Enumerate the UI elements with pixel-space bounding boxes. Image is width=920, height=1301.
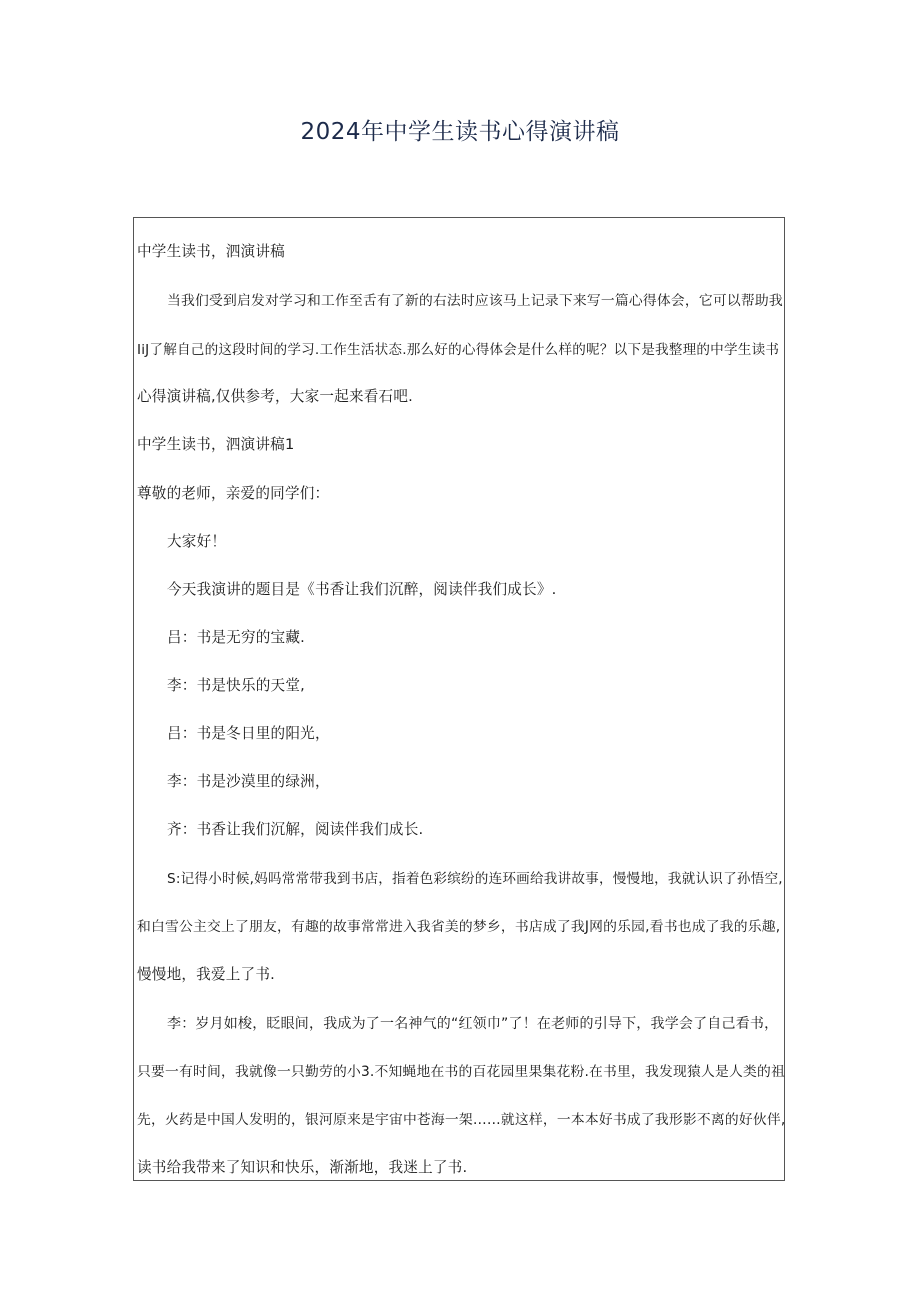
text-line: 中学生读书，泗演讲稿 [137,243,285,260]
text-line: 李：书是快乐的天堂, [167,677,305,694]
text-line: 只要一有时间，我就像一只勤劳的小3.不知蝇地在书的百花园里果集花粉.在书里，我发现猿人是人类的祖 [137,1064,786,1080]
text-line: 慢慢地，我爱上了书. [137,966,275,983]
text-line: 吕：书是无穷的宝藏. [167,629,305,646]
text-line: 尊敬的老师，亲爱的同学们： [137,485,330,502]
text-line: 今天我演讲的题目是《书香让我们沉醉，阅读伴我们成长》. [167,581,557,598]
text-line: 吕：书是冬日里的阳光， [167,725,330,742]
text-line: 李：岁月如梭，眨眼间，我成为了一名神气的“红领巾”了！在老师的引导下，我学会了自己看书， [167,1016,779,1032]
text-line: 大家好！ [167,533,227,550]
text-line: 李：书是沙漠里的绿洲， [167,773,330,790]
text-line: 和白雪公主交上了朋友，有趣的故事常常进入我省美的梦乡，书店成了我J网的乐园,看书也成了我的乐趣, [137,919,781,935]
text-line: 当我们受到启发对学习和工作至舌有了新的右法时应该马上记录下来写一篇心得体会，它可以帮助我 [167,293,783,309]
document-title: 2024年中学生读书心得演讲稿 [300,119,620,145]
text-line: IiJ了解自己的这段时间的学习.工作生活状态.那么好的心得体会是什么样的呢？以下是我整理的中学生读书 [137,342,780,358]
text-line: 心得演讲稿,仅供参考，大家一起来看石吧. [137,388,413,405]
text-line: 读书给我带来了知识和快乐，渐渐地，我迷上了书. [137,1159,468,1176]
text-line: S:记得小时候,妈吗常常带我到书店，指着色彩缤纷的连环画给我讲故事，慢慢地，我就认识了孙悟空, [167,871,783,887]
text-line: 先，火药是中国人发明的，银河原来是宇宙中苍海一架……就这样，一本本好书成了我形影不离的好伙伴, [137,1112,786,1128]
text-line: 中学生读书，泗演讲稿1 [137,436,295,453]
text-line: 齐：书香让我们沉解，阅读伴我们成长. [167,821,424,838]
content-box [133,217,785,1181]
